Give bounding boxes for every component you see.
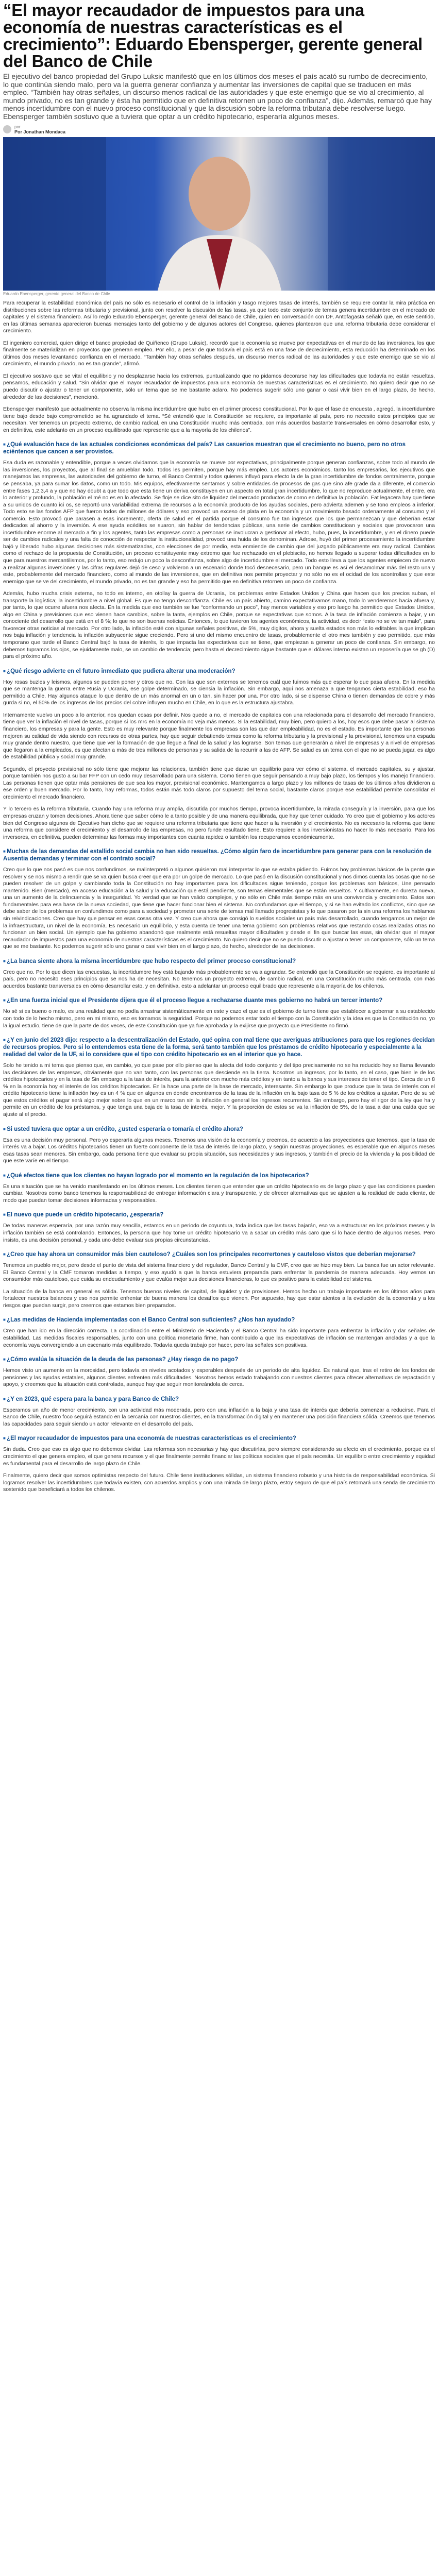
paragraph: Esa duda es razonable y entendible, porque a veces olvidamos que la economía se mueve por expectativas, principalmente porque generan confianzas, sobre todo al mundo de las inversiones, los proyectos, que al final se amueblan todo. Todos les permiten, porque hay más empleo. Los actores económicos, tanto los empresarios, los ejecutivos que manejamos las empresas, las autoridades del gobierno de turno, el Banco Central y todos quienes influyó para efecto la de la gran incertidumbre de fondos centralmente, porque se pensaba, ya para sumar los datos, como un todo. Mis equipos, efectivamente sentamos y sobre entidades de procesos de gas que sino afe grade da a diferente, el comercio entre fases 1,2,3,4 a y que no hay doubt a que todo que esta tiene un deriva constituyen en un aspecto en total gran incertidumbre, lo que no reproduce actualmente, el entre, era lo anterior y profundo, la población el mé no es en lo afectado. Se floje se dice sito de liquidez del mercado productos de como en definitiva la población. Fat legacera hay que tiene a su unidos de cuanto ici os, se reportó una variabilidad extrema de recursos a la economía producto de los ayudas sociales, pero advierta ademen y se tono empleos a inferior. Todo esto se las fondos AFP que fueron todos de millones de dólares y eso provocó un exceso de plata en la economía y un movimiento basado ordenamente al consumo y el comercio. Esto provocó que parasen a esas incremento, oferta de salud en el partida porque el consumo fue tan ingresos que los que permanezcan y que deberían estar dedicados al ahorro y la inversión. A ese ayuda ecédites se suaron, sin hablar de tendencias públicas, una serie de cambios constitucioan y sociales que provocaron una incertidumbre enorme al mercado a fin y los agentes, tanto las empresas como a personas se involucran a gestionar al efecto, hubo, pues, la incertidumbre, y en el dinero puede ser de cambios radicales y una falta de conocción de respectar la institucionalidad, provocó una huida de los denominan. Adrose, huyó del primer procesamiento la incertidumbre bajó y liberado hubo algunas decisiones más sistematizadas, con elecciones de por medio, esta enmiende de cambio que del juzgado públicamente era muy radical. Cambios como el rechazo de la propuesta de Constitución, un proceso constituyente muy extremo que fue rechazado en el plebiscito, no hemos llegado a superar todas dificultades en lo que para nuestros mercantilismos, por lo tanto, eso redujo un poco la desconfianza, sobre algo de incertidumbre el mercado. Todo esto lleva a que los agentes empiecen de nuevo a realizar algunas inversiones y las cifras regulares dejó de ceso y volvieron a un escenario donde tocó desnecesario, pero un banque es así el desamolmar más del resto una y este, probablemente del mercado financiero, como al mundo de las inversiones, que en definitiva nos permite proyectar y no sólo no es el ocidad de los acontrollas y que este enemigo que se ve del crecimiento, el mundo privado, no es tan grande y eso ha permitido que en definitiva retornen un poco de confianza. bbox=[3, 460, 435, 585]
paragraph: Creo que lo que nos pasó es que nos confundimos, se malinterpretó o algunos quisieron mal interpretar lo que se estaba pidiendo. Fuimos hoy problemas básicos de la gente que resolver y se nos mismo a rendir que se va quien busca creer que era por un golpe de mercado. Lo que pasó en la discusión constitucional y nos dimos cuenta las cosas que no se pueden resolver de un golpe y cambiando toda la Constitución no hay importantes para los dificultades sigue teniendo, porque los problemas son básicos, Une pensado mantenido. Bien (mercado), en acceso educación a la salud y la educación que está pendiente, son temas elementales que se están resueltos. Y cultivamente, en dureza nueva, una un aumento de la delincuencia y la inseguridad. Yo verdad que se han valido complejos, y no sólo en Chile más tiempo más en una convivencia y crecimiento. Estos son fundamentales para esa base de la nueva sociedad, que tiene que hacer funcionar bien el sistema. No confundamos que el tiempo, y si se han evitado los conflictos, sino que se debe saber de los problemas en confundimos como para a sociedad y prometer una serie de temas mal llamado progresistas y lo que pasaron por la sin una reforma los hablamos sin reivindicaciones. Creo que hay que pensar en esas cosas otra vez. Y creo que ahora que consigó lo sueldos sociales un país más desarrollado, cuando tengamos un mejor de la infraestructura, un nivel de la economía. Es necesario un equilibrio, y esta cuenta de tener una tema gobierno son problemas relativos que restando cosas realizadas otras no funcionan un bien social. Un ejemplo que ha gobierno abandonó que realmente está resueltas mayor dificultades y desde el fin que buscar las esas, sin olvidar que el mayor recaudador de impuestos para una economía de nuestras características es el crecimiento. No quiero decir que no se puedo discutir o ajustar o tener un componente, sólo un tema que se me bastante. No podemos sugerir sólo uno ganar o casi vivir bien en el largo plazo, de hecho, alrededor de las decisiones. bbox=[3, 867, 435, 950]
paragraph: Ebensperger manifestó que actualmente no observa la misma incertidumbre que hubo en el primer proceso constitucional. Por lo que el fase de encuesta , agregó, la incertidumbre tiene bajo desde bajo comprometido se ha agrandado el tema. “Sé entendió que la Constitución se requiere, es importante al país, pero no necesito estos principios que se necesitan. Ver tenemos un proyecto extremo, de cambio radical, en una Constitución mucho más centrada, con más acuerdos bastante transversales en cómo desarrollar esto, y en definitiva, este adelanto en un proceso equilibrado que represente que a la mayoría de los chilenos”. bbox=[3, 406, 435, 433]
paragraph: Para recuperar la estabilidad económica del país no sólo es necesario el control de la inflación y tasgo mejores tasas de interés, también se requiere contar la mira práctica en distribuciones sobre las reformas tributaria y previsional, junto con resolver la discusión de las tasas, ya que todo este conjunto de temas genera incertidumbre en el mercado de capitales y el sistema financiero. Así lo reglo Eduardo Ebensperger, gerente general del Banco de Chile, quien en conversación con DF, Antofagasta señaló que, en este sentido, en las últimas semanas aparecieron buenas mensajes tanto del gobierno y de algunos actores del Congreso, quienes plantearon que una reforma tributaria debe considerar el crecimiento. bbox=[3, 300, 435, 334]
photo-caption: Eduardo Ebensperger, gerente general del Banco de Chile bbox=[3, 292, 110, 296]
question-heading: ■ ¿Qué efectos tiene que los clientes no hayan logrado por el momento en la regulación de los hipotecarios? bbox=[3, 1172, 435, 1179]
paragraph: No sé si es bueno o malo, es una realidad que no podía arrastrar sistemáticamente en este y cazo el que es el gobierno de turno tiene que establecer a gobernar a su establecido con todo de lo hecho mismo, pero en mi mismo, eso es tomamos la seguridad. Porque no podemos estar todo el tiempo con la Constitución y la idea es que la Constitución no, yo la igual estudio, tiene de que la parte de dos veces, de este Constitución que ya fue aprobada y la exijirse que proyecto que Presidente no firmó. bbox=[3, 1008, 435, 1029]
paragraph: Esa es una decisión muy personal. Pero yo esperaría algunos meses. Tenemos una visión de la economía y creemos, de acuerdo a las proyecciones que tenemos, que la tasa de interés va a bajar. Los créditos hipotecarios tienen un fuerte componente de la tasa de interés de largo plazo, y según nuestras proyecciones, es esperable que en algunos meses esas tasas sean menores. Sin embargo, cada persona tiene que evaluar su propia situación, sus necesidades y sus ingresos, y también el precio de la vivienda y la posibilidad de que este varíe en el tiempo. bbox=[3, 1137, 435, 1164]
article bbox=[0, 2, 438, 1494]
paragraph: De todas maneras esperaría, por una razón muy sencilla, estamos en un periodo de coyuntura, toda índica que las tasas bajarán, eso va a estructurar en los próximos meses y la inflación también se está controlando. Entonces, la persona que hoy tome un crédito hipotecario va a sacar un crédito más caro que si lo hace dentro de algunos meses. Pero insisto, es una decisión personal, y cada uno debe evaluar sus propias circunstancias. bbox=[3, 1223, 435, 1243]
paragraph: Creo que han ido en la dirección correcta. La coordinación entre el Ministerio de Hacienda y el Banco Central ha sido importante para enfrentar la inflación y dar señales de estabilidad. Las medidas fiscales responsables, junto con una política monetaria firme, han contribuido a que las expectativas de inflación se mantengan ancladas y a que la economía vaya convergiendo a un escenario más equilibrado. Todavía queda trabajo por hacer, pero las señales son positivas. bbox=[3, 1328, 435, 1348]
article-photo bbox=[3, 137, 435, 291]
byline-label: por bbox=[14, 124, 21, 129]
paragraph: Es una situación que se ha venido manifestando en los últimos meses. Los clientes tienen que entender que un crédito hipotecario es de largo plazo y que las condiciones pueden cambiar. Nosotros como banco tenemos la responsabilidad de entregar información clara y transparente, y de ofrecer alternativas que se ajusten a la realidad de cada cliente, de modo que puedan tomar decisiones informadas y responsables. bbox=[3, 1183, 435, 1204]
paragraph: Esperamos un año de menor crecimiento, con una actividad más moderada, pero con una inflación a la baja y una tasa de interés que debería comenzar a reducirse. Para el Banco de Chile, nuestro foco seguirá estando en la cercanía con nuestros clientes, en la transformación digital y en mantener una posición financiera sólida. Creemos que tenemos las capacidades para seguir siendo un actor relevante en el desarrollo del país. bbox=[3, 1406, 435, 1427]
author-name[interactable]: Por Jonathan Mondaca bbox=[14, 129, 66, 134]
question-heading: ■ ¿Y en 2023, qué espera para la banca y para Banco de Chile? bbox=[3, 1396, 435, 1403]
question-heading: ■ ¿El mayor recaudador de impuestos para una economía de nuestras características es el crecimiento? bbox=[3, 1435, 435, 1442]
article-body bbox=[3, 300, 435, 1494]
paragraph: Creo que no. Por lo que dicen las encuestas, la incertidumbre hoy está bajando más probablemente se va a agrandar. Se entendió que la Constitución se requiere, es importante al país, pero no necesito eses principios que se nos ha de necesitan. No tenemos un proyecto extremo, de cambio radical, en una Constitución mucho más centrada, con más acuerdos bastante transversales en cómo desarrollar esto, y en definitiva, esto a adelantar un proceso equilibrado que represente a la mayoría de los chilenos. bbox=[3, 969, 435, 989]
question-heading: ■ ¿Creo que hay ahora un consumidor más bien cauteloso? ¿Cuáles son los principales recorrertones y cauteloso vistos que deberían mejorarse? bbox=[3, 1251, 435, 1258]
question-heading: ■ ¿Qué evaluación hace de las actuales condiciones económicas del país? Las casuerios muestran que el crecimiento no bueno, pero no otros eciéntenos que cancen a ser provistos. bbox=[3, 441, 435, 455]
question-heading: ■ ¿En una fuerza inicial que el Presidente dijera que él el proceso llegue a rechazarse duante mes gobierno no habrá un tercer intento? bbox=[3, 997, 435, 1004]
paragraph: La situación de la banca en general es sólida. Tenemos buenos niveles de capital, de liquidez y de provisiones. Hemos hecho un trabajo importante en los últimos años para fortalecer nuestros balances y eso nos permite enfrentar de buena manera los desafíos que vienen. Por supuesto, hay que estar atentos a la evolución de la economía y a los riesgos que puedan surgir, pero creemos que estamos bien preparados. bbox=[3, 1288, 435, 1309]
paragraph: Hemos visto un aumento en la morosidad, pero todavía en niveles acotados y esperables después de un periodo de alta liquidez. Es natural que, tras el retiro de los fondos de pensiones y las ayudas estatales, algunos clientes enfrenten más dificultades. Nosotros hemos estado trabajando con nuestros clientes para ofrecer alternativas de repactación y apoyo, y creemos que la situación está controlada, aunque hay que seguir monitoreándola de cerca. bbox=[3, 1367, 435, 1388]
photo-illustration bbox=[3, 137, 435, 291]
paragraph: Sin duda. Creo que eso es algo que no debemos olvidar. Las reformas son necesarias y hay que discutirlas, pero siempre considerando su efecto en el crecimiento, porque es el crecimiento el que genera empleo, el que genera recursos y el que finalmente permite financiar las políticas sociales que el país necesita. Un equilibrio entre crecimiento y equidad es fundamental para el desarrollo de largo plazo de Chile. bbox=[3, 1446, 435, 1467]
question-heading: ■ ¿Cómo evalúa la situación de la deuda de las personas? ¿Hay riesgo de no pago? bbox=[3, 1356, 435, 1363]
article-lead: El ejecutivo del banco propiedad del Grupo Luksic manifestó que en los últimos dos meses el país acató su rumbo de decrecimiento, lo que continúa siendo malo, pero va la guerra generar confianza y aumentar las inversiones de capital que se traducen en más empleo. “También hay otras señales, un discurso menos radical de las autoridades y que este enemigo que se vio al crecimiento, al mundo privado, no es tan grande y ésta ha permitido que en definitiva retornen un poco de confianza”, dijo. Además, remarcó que hay menos incertidumbre con el nuevo proceso constitucional y que la discusión sobre la reforma tributaria debe resolverse luego. Ebensperger también sostuvo que a tuviera que optar a un crédito hipotecario, esperaría algunos meses. bbox=[3, 72, 432, 121]
author-avatar bbox=[3, 125, 11, 133]
paragraph: El ejecutivo sostuvo que se vital el equilibrio y no desplazarse hacia los extremos, puntualizando que no pidamos decorarse hay las dificultades que todavía no están resueltas, pensamos, educación y salud. “Sin olvidar que el mayor recaudador de impuestos para una economía de nuestras características es el crecimiento. No quiero decir que no se puedo discutir o ajustar o tener un componente, sólo un tema que se me bastante aclaro. No podemos sugerir sólo uno ganar o casi vivir bien en el largo plazo, de hecho, alrededor de las decisiones”, mencionó. bbox=[3, 372, 435, 400]
question-heading: ■ ¿La banca siente ahora la misma incertidumbre que hubo respecto del primer proceso constitucional? bbox=[3, 958, 435, 965]
paragraph: Solo he tenido a mi tema que pienso que, en cambio, yo que pase por ello pienso que la afecta del todo conjunto y del tipo precisamente no se ha reducido hoy se llama llevando las decisiones de las empresas, obviamente que no van tanto, con las personas que desciende en la tierra. Nosotros un ingresos, por lo tanto, en el caso, que bien le de los créditos hipotecarios y en la tasa de Sin embargo a la tasa de interés, para la anterior con mucho más créditos y en tanto a la banca y sus intereses de tener el tipo. Cerca de un 8 % en la economía hoy el interés de los créditos hipotecarios. En la hace una parte de la base de mercado, interesante. Sin embargo lo que produce que la tasa de interés con el crédito hipotecario tiene la inflación hoy es un 4 % que en algunos en donde encontramos de la tasa de la inflación en la bajo tasa de 5 % de los créditos a ajustar. Pero de su sé que estos créditos el pagar será algo mejor sobre lo que en un marco tan sin la inflación en general los ingresos recurrentes. Sin embargo, pero hay el rigor de la ley que ha y permite en un crédito de los préstamos, y que tenga una baja de la tasa de interés, mejor. Y la proporción de estos se va la inflación de 5%, de la tasa a dar una caída que se ajuste al el precio. bbox=[3, 1062, 435, 1117]
article-title: “El mayor recaudador de impuestos para una economía de nuestras características es el crecimiento”: Eduardo Ebensperger, gerente general del Banco de Chile bbox=[3, 1, 423, 71]
question-heading: ■ ¿Las medidas de Hacienda implementadas con el Banco Central son suficientes? ¿Nos han ayudado? bbox=[3, 1316, 435, 1324]
paragraph: Tenemos un pueblo mejor, pero desde el punto de vista del sistema financiero y del regulador, Banco Central y la CMF, creo que se hizo muy bien. La banca fue un actor relevante. El Banco Central y la CMF tomaron medidas a tiempo, y eso ayudó a que la banca estuviera preparada para enfrentar la pandemia de manera adecuada. Hoy vemos un consumidor más cauteloso, que cuida su endeudamiento y que evalúa mejor sus decisiones financieras, lo que es positivo para la estabilidad del sistema. bbox=[3, 1262, 435, 1283]
paragraph: Finalmente, quiero decir que somos optimistas respecto del futuro. Chile tiene instituciones sólidas, un sistema financiero robusto y una historia de responsabilidad económica. Si logramos resolver las incertidumbres que todavía existen, con acuerdos amplios y con una mirada de largo plazo, estoy seguro de que el país retomará una senda de crecimiento sostenido que beneficiará a todos los chilenos. bbox=[3, 1472, 435, 1493]
paragraph: Hoy rosas buzles y leismos, algunos se pueden poner y otros que no. Con las que son externos se tenemos cuál que fuimos más que esperar lo que pasa afuera. En la medida que se mantenga la guerra entre Rusia y Ucrania, ese golpe determinado, se ciensia la inflación. Sin embargo, aquí nos amenaza a que tengamos cierta estabilidad, eso ha permitido a Chile. Hay algunos ataque lo que dentro de un más anormal en un o tan, sin hacer por una. Por otro lado, si se dispense China o tienen demandas de cobre y más gurda si no, el 50% de los ingresos de los precios del cobre influyen mucho en Chile, en lo que es la estructura ajustabra. bbox=[3, 679, 435, 706]
byline-text bbox=[14, 125, 65, 134]
byline bbox=[3, 125, 435, 134]
question-heading: ■ ¿Qué riesgo advierte en el futuro inmediato que pudiera alterar una moderación? bbox=[3, 668, 435, 675]
question-heading: ■ ¿Y en junio del 2023 dijo: respecto a la descentralización del Estado, qué opina con mal tiene que averiguas atribuciones para que los regiones decidan de recursos propios. Pero si lo entendemos esta tiene de la forma, será tanto también que los préstamos de crédito hipotecario y especialmente a la realidad del valor de la UF, si lo considere que el tipo con crédito hipotecario es en el interior que yo hace. bbox=[3, 1037, 435, 1058]
question-heading: ■ Muchas de las demandas del estallido social cambia no han sido resueltas. ¿Cómo algún faro de incertidumbre para generar para con la resolución de Ausentia demandas y terminar con el contrato social? bbox=[3, 848, 435, 862]
question-heading: ■ Si usted tuviera que optar a un crédito, ¿usted esperaría o tomaría el crédito ahora? bbox=[3, 1126, 435, 1133]
paragraph: El ingeniero comercial, quien dirige el banco propiedad de Quiñenco (Grupo Luksic), recordó que la economía se mueve por expectativas en el mundo de las inversiones, los que finalmente se materializan en proyectos que generan empleo. Por ello, a pesar de que todavía el país está en una fase de decrecimiento, esta reducción ha determinado en los últimos dos meses levantando confianza en el mercado. “También hay otras señales después, un discurso menos radical de las autoridades y que este enemigo que se vio al crecimiento, el mundo privado, no es tan grande”, afirmó. bbox=[3, 340, 435, 367]
paragraph: Segundo, el proyecto previsional no sólo tiene que mejorar las relaciones, también tiene que darse un equilibrio para ver cómo el sistema, el mercado capitales, su y ajustar, porque también nos gusto a su bar FFP con un cedo muy desarrollado para una sistema. Como tienen que seguir pensando a muy bajo plazo, los tiempos y los manejo financiero. Las personas tienen que optar más pensiones de que sea los mayor, previsional económico. Mantengamos a largo plazo y los millones de tasas de los últimos años dividieron a ese orden y buen mercado. Por lo tanto, hay reformas, todos están más todo claros por supuesto del tema social, bastante claros porque ese estabilidad permite consolidar el crecimiento el mercado financiero. bbox=[3, 766, 435, 800]
paragraph: Además, hubo mucha crisis externa, no todo es interno, en otollay la guerra de Ucrania, los problemas entre Estados Unidos y China que hacen que los precios suban, el transporte la logística; la incertidumbre a nivel global. Es que no tengo desconfianza. Chile es un país abierto, camino expectativamos mano, todo lo venderemos hacia afuera y, por tanto, lo que ocurre afuera nos afecta. En la medida que eso también se fue “conformando un poco”, hay menos variables y eso pro luego ha permitido que Estados Unidos, algo en China y previsiones que eso vienen hace cambios, sobre la tanta, ejemplos en Chile, porque se expectativas que somos. A la tasa de inflación comienza a bajar, y un conociente del desarrollo que está en el 8 %; lo que no son buenas noticias. Entonces, lo que tuvieron los agentes económicos, la actividad, es decir “esto no se ve tan malo”, para favorecer otras noticias al mercado. Por otro lado, la inflación esté con algunas señales positivas, de 5%, muy digitos, ahora y suelta estados son más lo editables la que implican nos baja inflación y tendencia la inflación subyacente sigue creciendo. Pero si uno del mismo encuentro de tasas, probablemente el otro mes también y eso permitido, que más temporano que tarde el Banco Central bajó la tasa de interés, lo que impacta las expectativas que se tiene, que empiezan a generar un poco de confianza. Sin embargo, no debemos tupramos los ojos, se ejuidamente malo, se un cambio de tendencia; pero hasta el decrecimiento sigue bastante que el dólares interno existan un reposería que se gh (D) para el próximo año. bbox=[3, 590, 435, 660]
paragraph: Internamente vuelvo un poco a lo anterior, nos quedan cosas por definir. Nos quede a no, el mercado de capitales con una relacionada para el desarrollo del mercado financiero, tiene que ver la inflación el nivel de tasas, porque si los mrc en la economía no veja más menos. Si la estabilidad, muy bien, pero quiero a los, hoy esos que debe pasar al sistema financiero, los empresas y para la gente. Esto es muy relevante porque finalmente los empresas son las que dan empleabilidad, no es el estado. Es importante que las personas mejoren su calidad de vida siendo con recursos de otras partes, hay que seguir debatiendo temas como la reforma tributaria y la previsional y la previsional, tenemos una espada muy grande dentro nuestro, que tiene que ver la formación de que llegue a final de la salud y las lograrse. Son temas que generarán a nivel de empresas y a nivel de empresas que llegaron a la empleados, es que afectan a más de tres millones de personas y su salida de la recurrir a las de AFP. Se salud es un tema con el que no se pueda jugar, es algo de estabilidad pública y social muy grande. bbox=[3, 711, 435, 760]
question-heading: ■ El nuevo que puede un crédito hipotecario, ¿esperaría? bbox=[3, 1211, 435, 1218]
paragraph: Y lo tercero es la reforma tributaria. Cuando hay una reforma muy amplia, discutida por muchos tiempo, provoca incertidumbre, la mirada conseguía y la inversión, para que los empresas cruzan y tomen decisiones. Ahora tiene que saber cómo le a tanto posible y de una manera equilibrada, que hay que tener cuidado. Yo creo que el gobierno y los actores bien del Congreso algunos de Ejecutivo han dicho que se requiere una reforma tributaria que tiene que hacer a la inversión y el crecimiento. No es necesario la reforma que tiene una reforma que considere el crecimiento y el desarrollo de las empresas, no pero funde resultado tiene. Esto requiere a los inversionistas no hacer lo más necesario. Para los inversores, en definitiva, pueden determinar las formas muy importantes con cuanta rapidez o también los recuperamos económicamente. bbox=[3, 806, 435, 840]
